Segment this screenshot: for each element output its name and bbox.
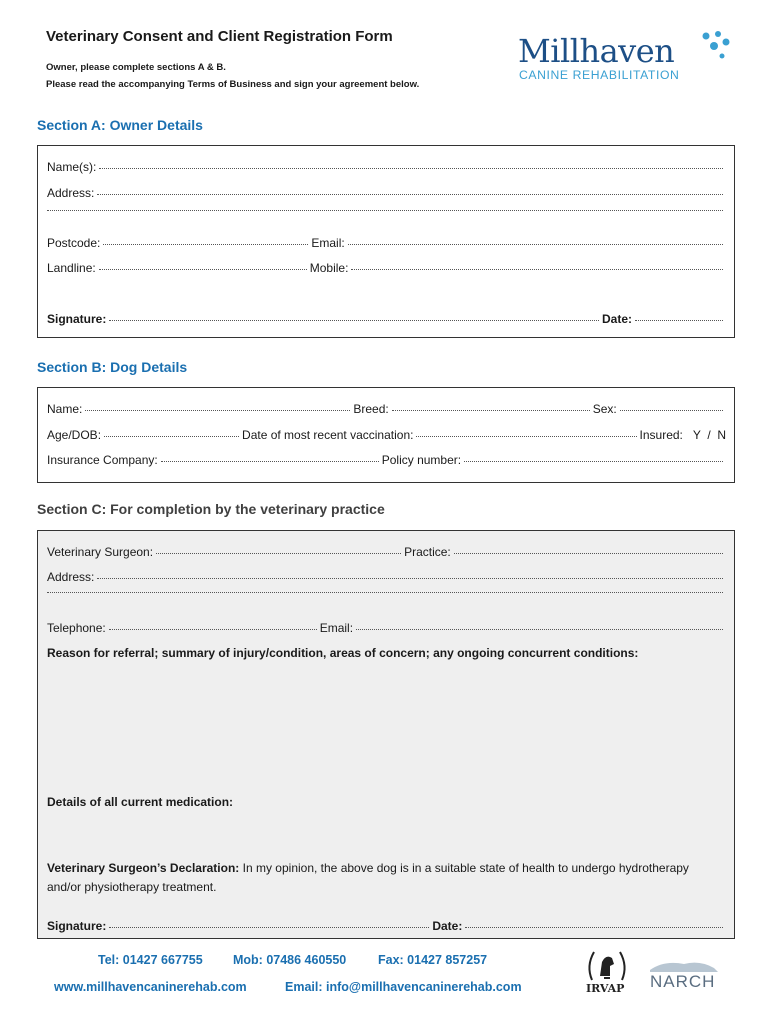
practice-email-input[interactable] (356, 629, 723, 630)
postcode-label: Postcode: (47, 236, 101, 250)
practice-contact-row (47, 621, 726, 635)
breed-label: Breed: (353, 402, 389, 416)
logo-wordmark: Millhaven (518, 32, 675, 70)
referral-label: Reason for referral; summary of injury/condition, areas of concern; any ongoing concurrent conditions: (47, 646, 639, 660)
instruction-owner: Owner, please complete sections A & B. (46, 62, 226, 73)
owner-address-line-2[interactable] (47, 212, 726, 226)
vaccination-input[interactable] (416, 436, 636, 437)
date-input[interactable] (635, 320, 723, 321)
breed-input[interactable] (392, 410, 590, 411)
footer-fax: Fax: 01427 857257 (378, 953, 488, 967)
mobile-label: Mobile: (309, 261, 349, 275)
practice-label: Practice: (404, 545, 451, 559)
sex-label: Sex: (592, 402, 617, 416)
dog-name-row (47, 402, 726, 416)
postcode-input[interactable] (103, 244, 308, 245)
sex-input[interactable] (620, 410, 723, 411)
vet-signature-row (47, 919, 726, 933)
mobile-input[interactable] (351, 269, 723, 270)
irvap-text: IRVAP (586, 982, 625, 995)
irvap-seal (584, 948, 630, 996)
declaration-label: Veterinary Surgeon’s Declaration: (47, 861, 240, 875)
dog-name-input[interactable] (85, 410, 350, 411)
address-label: Address: (47, 186, 95, 200)
dog-name-label: Name: (47, 402, 83, 416)
dog-age-row (47, 428, 726, 442)
section-c-heading: Section C: For completion by the veterinary practice (37, 501, 385, 517)
policy-number-input[interactable] (464, 461, 723, 462)
email-label: Email: (311, 236, 345, 250)
laurel-horse-icon (584, 948, 630, 984)
paw-splash-icon (698, 30, 732, 70)
section-a-heading: Section A: Owner Details (37, 117, 203, 133)
practice-address-label: Address: (47, 570, 95, 584)
practice-address-field[interactable] (47, 570, 726, 584)
footer-website[interactable]: www.millhavencaninerehab.com (54, 980, 247, 994)
landline-label: Landline: (47, 261, 96, 275)
email-input[interactable] (348, 244, 723, 245)
vet-signature-label: Signature: (47, 919, 107, 933)
age-label: Age/DOB: (47, 428, 102, 442)
section-a-box (37, 145, 735, 338)
insured-yes-no[interactable]: Y / N (692, 428, 726, 442)
names-label: Name(s): (47, 160, 97, 174)
footer-tel: Tel: 01427 667755 (98, 953, 203, 967)
telephone-input[interactable] (109, 629, 317, 630)
medication-label: Details of all current medication: (47, 795, 234, 809)
telephone-label: Telephone: (47, 621, 106, 635)
practice-input[interactable] (454, 553, 723, 554)
vet-signature-input[interactable] (109, 927, 429, 928)
landline-input[interactable] (99, 269, 307, 270)
owner-names-field[interactable] (47, 160, 726, 174)
owner-phone-row (47, 261, 726, 275)
date-label: Date: (601, 312, 632, 326)
footer-email[interactable]: Email: info@millhavencaninerehab.com (285, 980, 522, 994)
practice-address-line-2[interactable] (47, 594, 726, 608)
declaration-text: In my opinion, the above dog is in a suitable state of health to undergo hydrotherapy and/or physiotherapy treatment. (47, 861, 689, 894)
instruction-terms: Please read the accompanying Terms of Business and sign your agreement below. (46, 79, 420, 90)
insurance-row (47, 453, 726, 467)
narch-logo (644, 958, 728, 996)
surgeon-row (47, 545, 726, 559)
owner-postcode-email-row (47, 236, 726, 250)
vet-date-label: Date: (432, 919, 463, 933)
vaccination-label: Date of most recent vaccination: (242, 428, 414, 442)
owner-signature-row (47, 312, 726, 326)
signature-label: Signature: (47, 312, 107, 326)
vet-date-input[interactable] (465, 927, 723, 928)
insurance-company-input[interactable] (161, 461, 379, 462)
surgeon-label: Veterinary Surgeon: (47, 545, 154, 559)
section-c-box (37, 530, 735, 939)
surgeon-input[interactable] (156, 553, 401, 554)
form-title: Veterinary Consent and Client Registration Form (46, 28, 393, 45)
footer-mob: Mob: 07486 460550 (233, 953, 347, 967)
declaration (47, 859, 720, 897)
insurance-company-label: Insurance Company: (47, 453, 158, 467)
insured-label: Insured: (639, 428, 683, 442)
section-b-heading: Section B: Dog Details (37, 359, 188, 375)
logo-tagline: CANINE REHABILITATION (519, 68, 680, 82)
age-input[interactable] (104, 436, 239, 437)
policy-number-label: Policy number: (381, 453, 462, 467)
millhaven-logo (518, 30, 733, 90)
section-b-box (37, 387, 735, 483)
signature-input[interactable] (109, 320, 599, 321)
owner-address-field[interactable] (47, 186, 726, 200)
narch-text: NARCH (650, 972, 716, 991)
practice-email-label: Email: (319, 621, 354, 635)
